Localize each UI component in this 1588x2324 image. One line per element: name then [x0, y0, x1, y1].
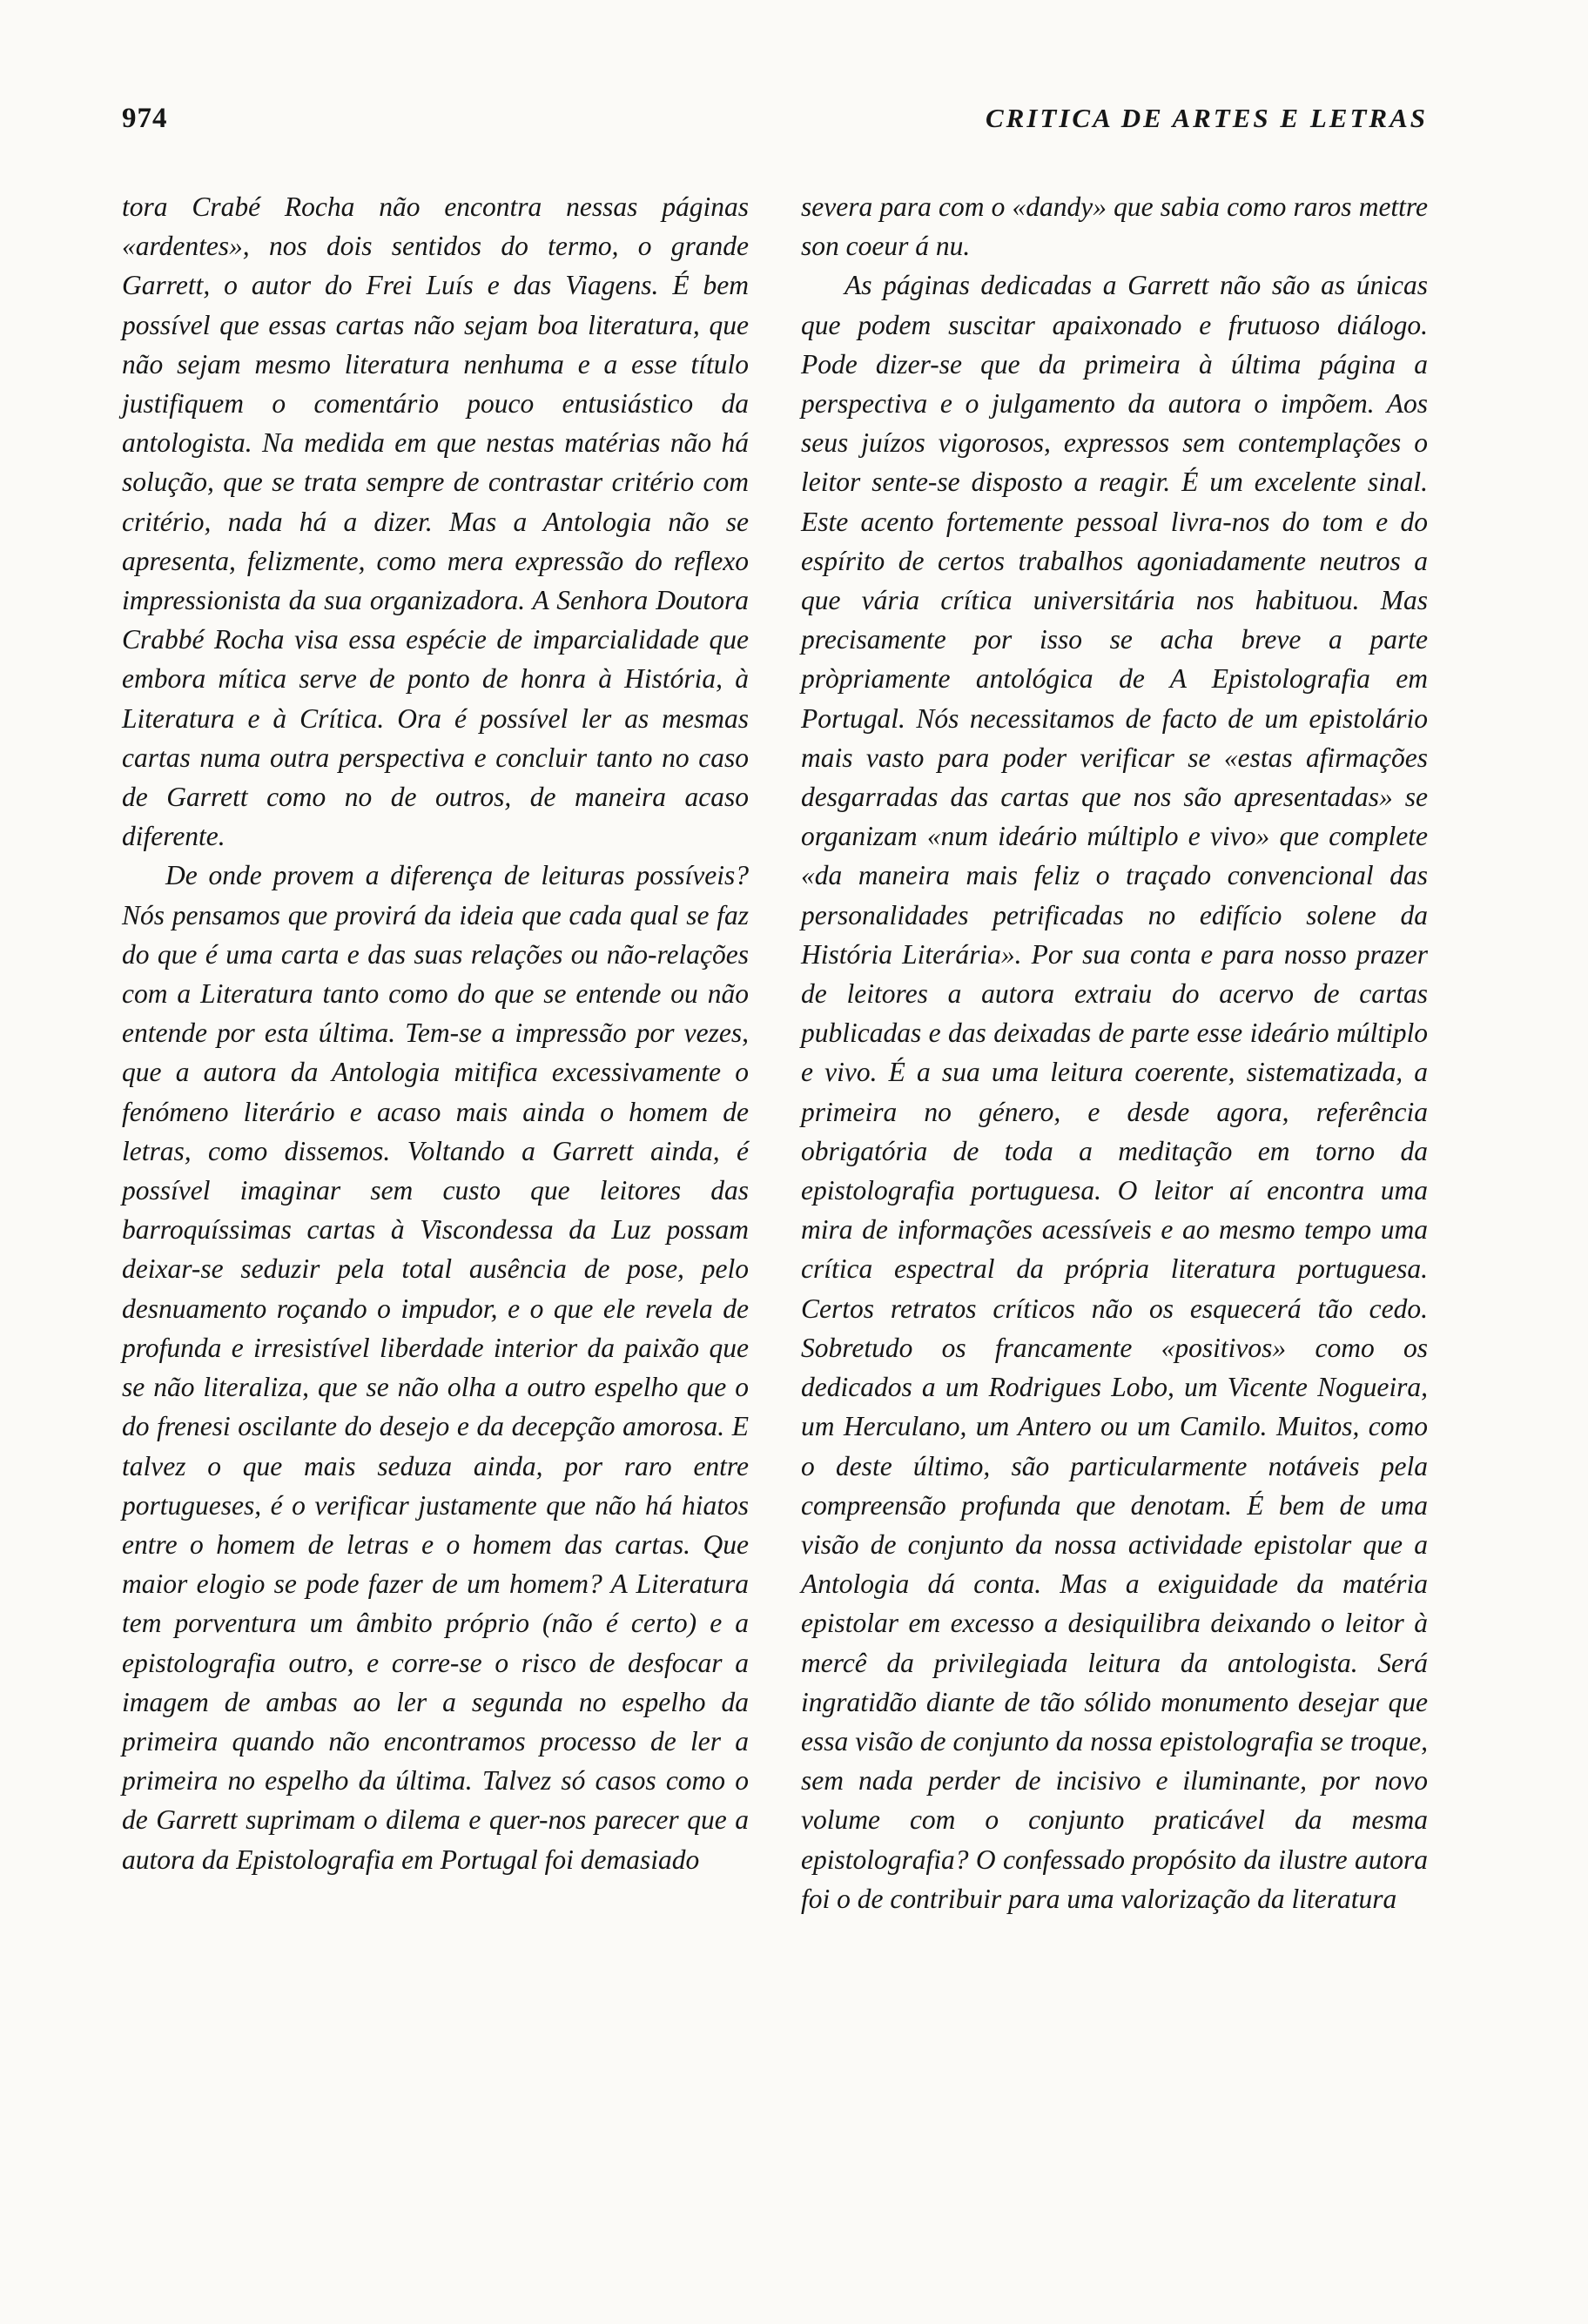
running-header	[122, 103, 1428, 146]
paragraph: De onde provem a diferença de leituras possíveis? Nós pensamos que provirá da ideia que cada qual se faz do que é uma carta e das suas relações ou não-relações com a Literatura tanto como do que se entende ou não entende por esta última. Tem-se a impressão por vezes, que a autora da Antologia mitifica excessivamente o fenómeno literário e acaso mais ainda o homem de letras, como dissemos. Voltando a Garrett ainda, é possível imaginar sem custo que leitores das barroquíssimas cartas à Viscondessa da Luz possam deixar-se seduzir pela total ausência de pose, pelo desnuamento roçando o impudor, e o que ele revela de profunda e irresistível liberdade interior da paixão que se não literaliza, que se não olha a outro espelho que o do frenesi oscilante do desejo e da decepção amorosa. E talvez o que mais seduza ainda, por raro entre portugueses, é o verificar justamente que não há hiatos entre o homem de letras e o homem das cartas. Que maior elogio se pode fazer de um homem? A Literatura tem porventura um âmbito próprio (não é certo) e a epistolografia outro, e corre-se o risco de desfocar a imagem de ambas ao ler a segunda no espelho da primeira quando não encontramos processo de ler a primeira no espelho da última. Talvez só casos como o de Garrett suprimam o dilema e quer-nos parecer que a autora da Epistolografia em Portugal foi demasiado	[122, 860, 749, 1875]
paragraph: As páginas dedicadas a Garrett não são as únicas que podem suscitar apaixonado e frutuoso diálogo. Pode dizer-se que da primeira à última página a perspectiva e o julgamento da autora o impõem. Aos seus juízos vigorosos, expressos sem contemplações o leitor sente-se disposto a reagir. É um excelente sinal. Este acento fortemente pessoal livra-nos do tom e do espírito de certos trabalhos agoniadamente neutros a que vária crítica universitária nos habituou. Mas precisamente por isso se acha breve a parte pròpriamente antológica de A Epistolografia em Portugal. Nós necessitamos de facto de um epistolário mais vasto para poder verificar se «estas afirmações desgarradas das cartas que nos são apresentadas» se organizam «num ideário múltiplo e vivo» que complete «da maneira mais feliz o traçado convencional das personalidades petrificadas no edifício solene da História Literária». Por sua conta e para nosso prazer de leitores a autora extraiu do acervo de cartas publicadas e das deixadas de parte esse ideário múltiplo e vivo. É a sua uma leitura coerente, sistematizada, a primeira no género, e desde agora, referência obrigatória de toda a meditação em torno da epistolografia portuguesa. O leitor aí encontra uma mira de informações acessíveis e ao mesmo tempo uma crítica espectral da própria literatura portuguesa. Certos retratos críticos não os esquecerá tão cedo. Sobretudo os francamente «positivos» como os dedicados a um Rodrigues Lobo, um Vicente Nogueira, um Herculano, um Antero ou um Camilo. Muitos, como o deste último, são particularmente notáveis pela compreensão profunda que denotam. É bem de uma visão de conjunto da nossa actividade epistolar que a Antologia dá conta. Mas a exiguidade da matéria epistolar em excesso a desiquilibra deixando o leitor à mercê da privilegiada leitura da antologista. Será ingratidão diante de tão sólido monumento desejar que essa visão de conjunto da nossa epistolografia se troque, sem nada perder de incisivo e iluminante, por novo volume com o conjunto praticável da mesma epistolografia? O confessado propósito da ilustre autora foi o de contribuir para uma valorização da literatura	[801, 270, 1428, 1914]
right-column	[801, 187, 1428, 1918]
paragraph-continuation: tora Crabé Rocha não encontra nessas páginas «ardentes», nos dois sentidos do termo, o grande Garrett, o autor do Frei Luís e das Viagens. É bem possível que essas cartas não sejam boa literatura, que não sejam mesmo literatura nenhuma e a esse título justifiquem o comentário pouco entusiástico da antologista. Na medida em que nestas matérias não há solução, que se trata sempre de contrastar critério com critério, nada há a dizer. Mas a Antologia não se apresenta, felizmente, como mera expressão do reflexo impressionista da sua organizadora. A Senhora Doutora Crabbé Rocha visa essa espécie de imparcialidade que embora mítica serve de ponto de honra à História, à Literatura e à Crítica. Ora é possível ler as mesmas cartas numa outra perspectiva e concluir tanto no caso de Garrett como no de outros, de maneira acaso diferente.	[122, 191, 749, 852]
page-number: 974	[122, 103, 168, 134]
running-title: CRITICA DE ARTES E LETRAS	[985, 103, 1428, 133]
paragraph-continuation: severa para com o «dandy» que sabia como raros mettre son coeur á nu.	[801, 191, 1428, 262]
left-column	[122, 187, 749, 1879]
